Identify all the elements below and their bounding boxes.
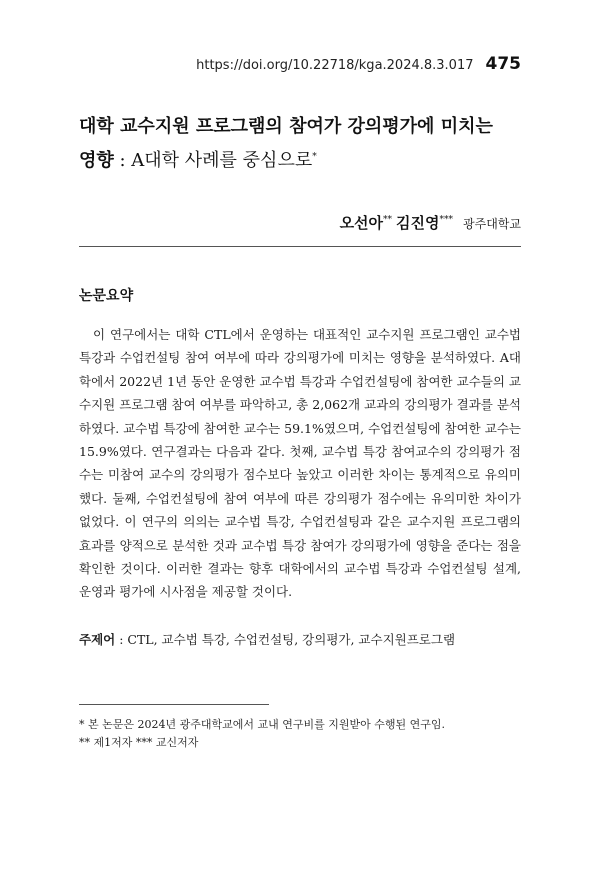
page-number: 475 (485, 54, 521, 74)
abstract-body: 이 연구에서는 대학 CTL에서 운영하는 대표적인 교수지원 프로그램인 교수법 특강과 수업컨설팅 참여 여부에 따라 강의평가에 미치는 영향을 분석하였다. A대학에서 2022년 1년 동안 운영한 교수법 특강과 수업컨설팅에 참여한 교수들의 교수지원 프로그램 참여 여부를 파악하고, 총 2,062개 교과의 강의평가 결과를 분석하였다. 교수법 특강에 참여한 교수는 59.1%였으며, 수업컨설팅에 참여한 교수는 15.9%였다. 연구결과는 다음과 같다. 첫째, 교수법 특강 참여교수의 강의평가 점수는 미참여 교수의 강의평가 점수보다 높았고 이러한 차이는 통계적으로 유의미했다. 둘째, 수업컨설팅에 참여 여부에 따른 강의평가 점수에는 유의미한 차이가 없었다. 이 연구의 의의는 교수법 특강, 수업컨설팅과 같은 교수지원 프로그램의 효과를 양적으로 분석한 것과 교수법 특강 참여가 강의평가에 영향을 준다는 점을 확인한 것이다. 이러한 결과는 향후 대학에서의 교수법 특강과 수업컨설팅 설계, 운영과 평가에 시사점을 제공할 것이다. (79, 327, 521, 600)
footnotes (79, 716, 521, 752)
title-subtitle: : A대학 사례를 중심으로 (113, 150, 313, 171)
title-footnote-mark: * (312, 152, 317, 162)
title-main: 대학 교수지원 프로그램의 참여가 강의평가에 미치는 (79, 116, 493, 137)
doi-link[interactable]: https://doi.org/10.22718/kga.2024.8.3.017 (196, 58, 474, 73)
footnote-funding: * 본 논문은 2024년 광주대학교에서 교내 연구비를 지원받아 수행된 연구임. (79, 718, 445, 731)
keywords (79, 630, 521, 648)
footnote-authors: ** 제1저자 *** 교신저자 (79, 736, 199, 749)
title-main-cont: 영향 (79, 150, 114, 171)
author-1: 오선아** (339, 214, 393, 232)
affiliation: 광주대학교 (463, 217, 521, 231)
title-divider (79, 246, 521, 247)
keywords-separator: : (115, 632, 128, 647)
page-header (196, 54, 521, 74)
author-2: 김진영*** (396, 214, 454, 232)
keywords-label: 주제어 (79, 632, 116, 647)
abstract-heading: 논문요약 (79, 288, 134, 304)
footnote-divider (79, 704, 269, 705)
author-line (340, 212, 521, 233)
keywords-value: CTL, 교수법 특강, 수업컨설팅, 강의평가, 교수지원프로그램 (127, 632, 456, 647)
paper-title (79, 112, 529, 176)
